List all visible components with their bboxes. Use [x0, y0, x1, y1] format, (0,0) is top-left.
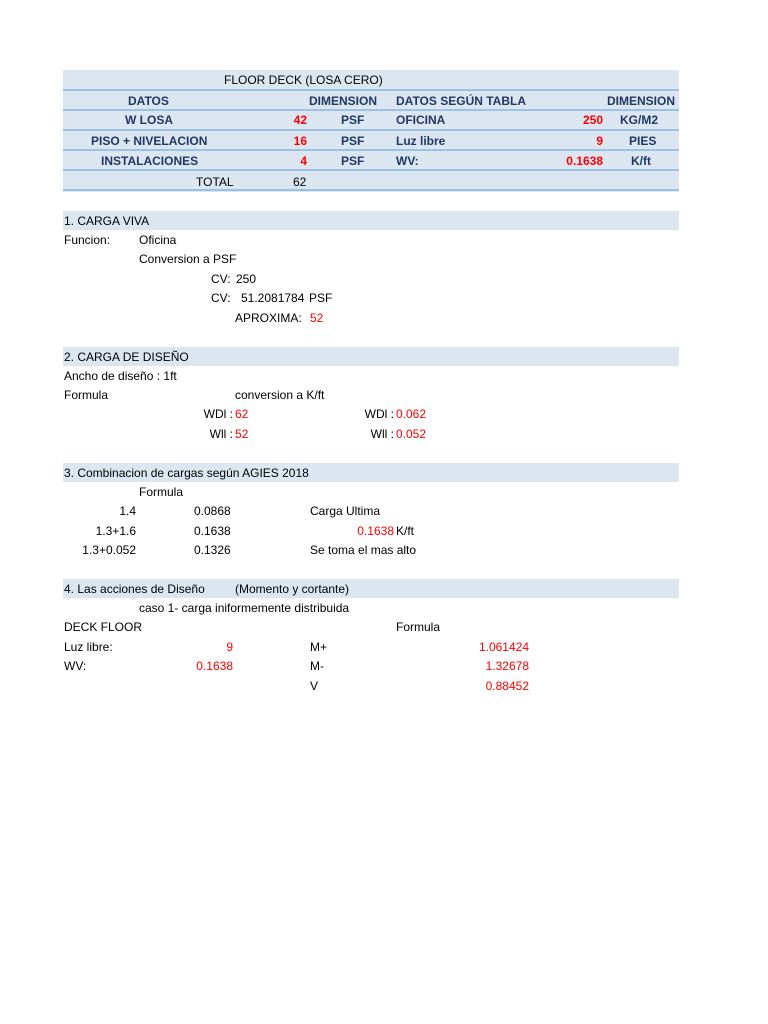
table-rule [63, 189, 679, 191]
total-label: TOTAL [196, 175, 234, 189]
header-datos: DATOS [128, 94, 169, 108]
table-rule [63, 149, 679, 151]
table-rule [63, 89, 679, 91]
luz-libre-value: 9 [226, 640, 233, 654]
cv2-unit: PSF [309, 291, 333, 305]
wdl-label: WDl : [203, 407, 233, 421]
formula-label: Formula [139, 485, 184, 499]
total-value: 62 [293, 175, 307, 189]
carga-ultima-unit: K/ft [396, 524, 415, 538]
aproxima-label: APROXIMA: [235, 311, 302, 325]
header-dimension: DIMENSION [309, 94, 378, 108]
wll-label: Wll : [209, 427, 233, 441]
row-label: INSTALACIONES [101, 154, 199, 168]
carga-ultima-value: 0.1638 [357, 524, 394, 538]
section-2-header: 2. CARGA DE DISEÑO [64, 350, 189, 364]
header-datos-tabla: DATOS SEGÚN TABLA [396, 94, 527, 108]
table-rule [63, 169, 679, 171]
m-neg-value: 1.32678 [485, 659, 529, 673]
combo-label: 1.3+1.6 [95, 524, 136, 538]
wll2-label: Wll : [370, 427, 394, 441]
row-label-2: Luz libre [396, 134, 446, 148]
formula-label: Formula [396, 620, 441, 634]
section-4-header: 4. Las acciones de Diseño [64, 582, 205, 596]
wv-label: WV: [64, 659, 87, 673]
wv-value: 0.1638 [196, 659, 233, 673]
m-neg-label: M- [310, 659, 324, 673]
row-value: 4 [300, 154, 307, 168]
luz-libre-label: Luz libre: [64, 640, 113, 654]
row-label-2: OFICINA [396, 113, 446, 127]
caso-label: caso 1- carga iniformemente distribuida [139, 601, 350, 615]
row-value-2: 0.1638 [566, 154, 603, 168]
header-dimension-2: DIMENSION [607, 94, 676, 108]
max-note: Se toma el mas alto [310, 543, 417, 557]
row-value: 42 [293, 113, 307, 127]
combo-value: 0.1638 [194, 524, 231, 538]
section-header-bar [63, 211, 679, 230]
wdl2-value: 0.062 [396, 407, 427, 421]
m-pos-label: M+ [310, 640, 328, 654]
combo-label: 1.3+0.052 [82, 543, 136, 557]
combo-value: 0.0868 [194, 504, 231, 518]
wll-value: 52 [235, 427, 249, 441]
funcion-value: Oficina [139, 233, 177, 247]
table-title: FLOOR DECK (LOSA CERO) [224, 73, 383, 87]
wdl-value: 62 [235, 407, 249, 421]
row-unit-2: PIES [629, 134, 657, 148]
ancho-label: Ancho de diseño : 1ft [64, 369, 177, 383]
section-4-subheader: (Momento y cortante) [235, 582, 350, 596]
v-value: 0.88452 [485, 679, 529, 693]
row-label: PISO + NIVELACION [91, 134, 208, 148]
deck-floor-label: DECK FLOOR [64, 620, 143, 634]
v-label: V [310, 679, 319, 693]
table-rule [63, 109, 679, 111]
carga-ultima-label: Carga Ultima [310, 504, 381, 518]
aproxima-value: 52 [310, 311, 324, 325]
wdl2-label: WDl : [364, 407, 394, 421]
row-unit: PSF [341, 113, 365, 127]
row-label-2: WV: [396, 154, 419, 168]
conversion-label: Conversion a PSF [139, 252, 237, 266]
cv2-value: 51.2081784 [241, 291, 305, 305]
wll2-value: 0.052 [396, 427, 427, 441]
conversion-kft-label: conversion a K/ft [235, 388, 325, 402]
combo-value: 0.1326 [194, 543, 231, 557]
row-label: W LOSA [125, 113, 173, 127]
cv1-value: 250 [236, 272, 257, 286]
table-rule [63, 129, 679, 131]
row-value: 16 [293, 134, 307, 148]
section-3-header: 3. Combinacion de cargas según AGIES 2018 [64, 466, 309, 480]
row-unit: PSF [341, 134, 365, 148]
section-1-header: 1. CARGA VIVA [64, 214, 150, 228]
row-value-2: 250 [582, 113, 603, 127]
row-unit-2: KG/M2 [620, 113, 659, 127]
row-value-2: 9 [596, 134, 603, 148]
m-pos-value: 1.061424 [478, 640, 529, 654]
combo-label: 1.4 [119, 504, 136, 518]
formula-label: Formula [64, 388, 109, 402]
row-unit-2: K/ft [631, 154, 651, 168]
cv2-label: CV: [211, 291, 231, 305]
funcion-label: Funcion: [64, 233, 111, 247]
row-unit: PSF [341, 154, 365, 168]
cv1-label: CV: [211, 272, 231, 286]
